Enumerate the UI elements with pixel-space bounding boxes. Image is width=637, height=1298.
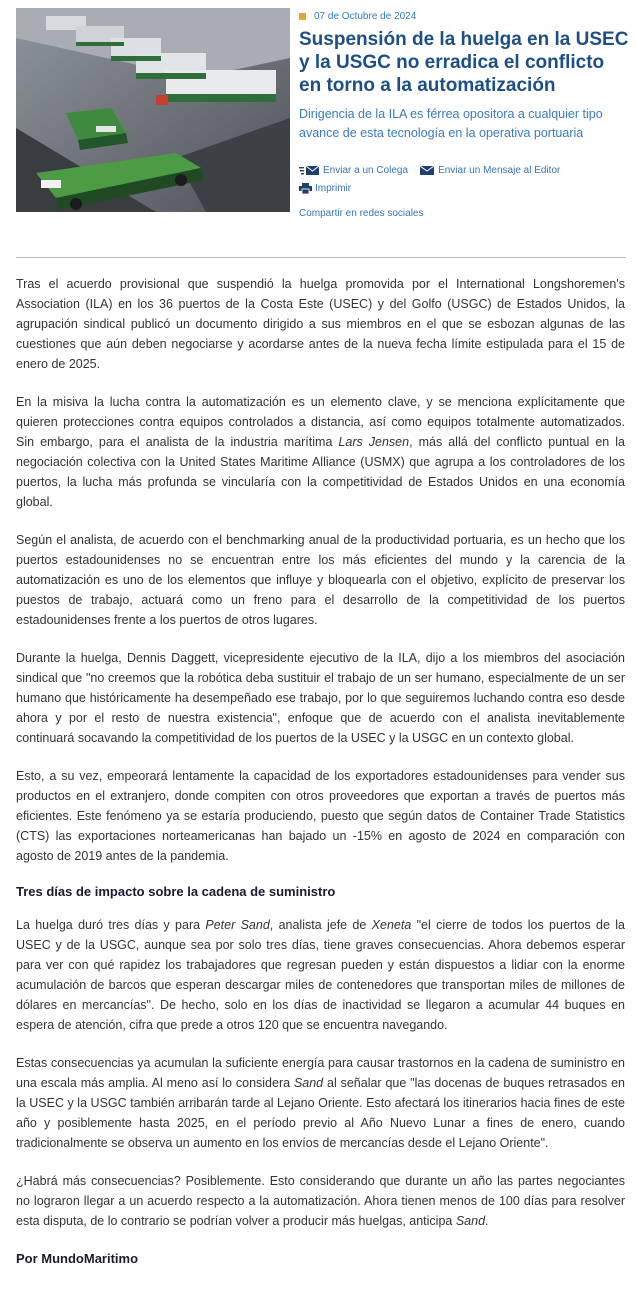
analyst-name: Lars Jensen — [338, 435, 410, 449]
share-social-link[interactable]: Compartir en redes sociales — [299, 208, 424, 219]
paragraph-7 — [16, 1053, 625, 1153]
paragraph-1: Tras el acuerdo provisional que suspendió la huelga promovida por el International Longshoremen's Association (ILA) en los 36 puertos de la Costa Este (USEC) y del Golfo (USGC) de Estados Unidos, la agrupación sindical publicó un documento dirigido a sus miembros en el que se esbozan algunas de las cuestiones que aún deben negociarse y acordarse antes de la nueva fecha límite estipulada para el 15 de enero de 2025. — [16, 277, 625, 371]
paragraph-6-text-c: "el cierre de todos los puertos de la USEC y de la USGC, aunque sea por solo tres días, tiene graves consecuencias. Ahora debemos esperar para ver con qué rapidez los trabajadores que regresan pueden y están dispuestos a lidiar con la enorme acumulación de barcos que esperan descargar miles de contenedores que transportan miles de millones de dólares en mercancías". De hecho, solo en los días de inactividad se llegaron a acumular 44 buques en espera de atención, cifra que prede a otros 120 que se encuentra navegando. — [16, 918, 625, 1032]
article-body — [16, 274, 625, 1269]
analyst-name: Peter Sand — [205, 918, 270, 932]
analyst-name: Sand — [293, 1076, 324, 1090]
send-to-editor-label: Enviar un Mensaje al Editor — [438, 164, 561, 176]
paragraph-6-text-b: , analista jefe de — [269, 918, 372, 932]
company-name: Xeneta — [371, 918, 412, 932]
paragraph-4: Durante la huelga, Dennis Daggett, vicepresidente ejecutivo de la ILA, dijo a los miembros del asociación sindical que "no creemos que la robótica deba sustituir el trabajo de un ser humano, especialmente de un ser humano que históricamente ha desempeñado ese trabajo, por lo que seguiremos luchando contra eso desde ahora y por el resto de nuestra existencia", enfoque que de acuerdo con el analista inevitablemente continuará socavando la competitividad de los puertos de la USEC y la USGC en un contexto global. — [16, 651, 625, 745]
byline: Por MundoMaritimo — [16, 1251, 139, 1266]
paragraph-6-text-a: La huelga duró tres días y para — [16, 918, 206, 932]
printer-icon — [299, 183, 312, 194]
article-meta — [299, 8, 629, 219]
envelope-icon — [419, 165, 435, 176]
send-to-colleague-link[interactable] — [299, 165, 408, 176]
article-image — [16, 8, 290, 212]
paragraph-6 — [16, 915, 625, 1035]
article-subtitle: Dirigencia de la ILA es férrea opositora a cualquier tipo avance de esta tecnología en la operativa portuaria — [299, 107, 603, 140]
paragraph-8-text-a: ¿Habrá más consecuencias? Posiblemente. Esto considerando que durante un año las partes negociantes no lograron llegar a un acuerdo respecto a la automatización. Ahora tienen menos de 100 días para resolver esta disputa, de lo contrario se podrían volver a producir más huelgas, anticipa — [16, 1174, 625, 1228]
analyst-name: Sand — [455, 1214, 486, 1228]
date-row — [299, 8, 629, 24]
send-to-editor-link[interactable] — [419, 165, 560, 176]
print-link[interactable] — [299, 183, 351, 194]
paragraph-8 — [16, 1171, 625, 1231]
article-header — [16, 8, 629, 230]
envelope-share-icon — [299, 165, 320, 176]
port-automated-vehicles-photo — [16, 8, 290, 212]
date-bullet-icon — [299, 13, 306, 20]
header-divider — [16, 257, 626, 258]
paragraph-8-text-b: . — [485, 1214, 489, 1228]
paragraph-2-text-b: , más allá del conflicto puntual en la negociación colectiva con la United States Maritime Alliance (USMX) que agrupa a los controladores de los puertos, la lucha más profunda se vincularía con la competitividad de Estados Unidos en una economía global. — [16, 435, 625, 509]
paragraph-5: Esto, a su vez, empeorará lentamente la capacidad de los exportadores estadounidenses para vender sus productos en el extranjero, donde compiten con otros proveedores que exportan a través de puertos más eficientes. Este fenómeno ya se estaría produciendo, puesto que según datos de Container Trade Statistics (CTS) las exportaciones norteamericanas han bajado un -15% en agosto de 2024 en comparación con agosto de 2019 antes de la pandemia. — [16, 769, 625, 863]
article-title: Suspensión de la huelga en la USEC y la USGC no erradica el conflicto en torno a la automatización — [299, 29, 629, 96]
paragraph-7-text-a: Estas consecuencias ya acumulan la suficiente energía para causar trastornos en la cadena de suministro en una escala más amplia. Al meno así lo considera — [16, 1056, 625, 1090]
paragraph-3: Según el analista, de acuerdo con el benchmarking anual de la productividad portuaria, es un hecho que los puertos estadounidenses no se encuentran entre los más eficientes del mundo y la carencia de la automatización es uno de los elementos que influye y bloquearla con el objetivo, explícito de preservar los puestos de trabajo, actuará como un freno para el desarrollo de la competitividad de los puertos estadounidenses frente a los puertos de otros lugares. — [16, 533, 625, 627]
send-to-colleague-label: Enviar a un Colega — [323, 164, 409, 176]
publish-date: 07 de Octubre de 2024 — [314, 10, 417, 22]
paragraph-7-text-b: al señalar que "las docenas de buques retrasados en la USEC y la USGC también arribarán tarde al Lejano Oriente. Esto afectará los itinerarios hacia fines de este año y posiblemente hasta 2025, en el período previo al Año Nuevo Lunar a fines de enero, cuando tradicionalmente se observa un aumento en los envíos de mercancías desde el Lejano Oriente". — [16, 1076, 626, 1150]
article-actions — [299, 161, 629, 197]
paragraph-2 — [16, 392, 625, 512]
section-heading: Tres días de impacto sobre la cadena de suministro — [16, 884, 336, 899]
print-label: Imprimir — [315, 182, 352, 194]
paragraph-2-text-a: En la misiva la lucha contra la automatización es un elemento clave, y se menciona explícitamente que quieren protecciones contra equipos controlados a distancia, así como equipos totalmente automatizados. Sin embargo, para el analista de la industria marítima — [16, 395, 625, 449]
